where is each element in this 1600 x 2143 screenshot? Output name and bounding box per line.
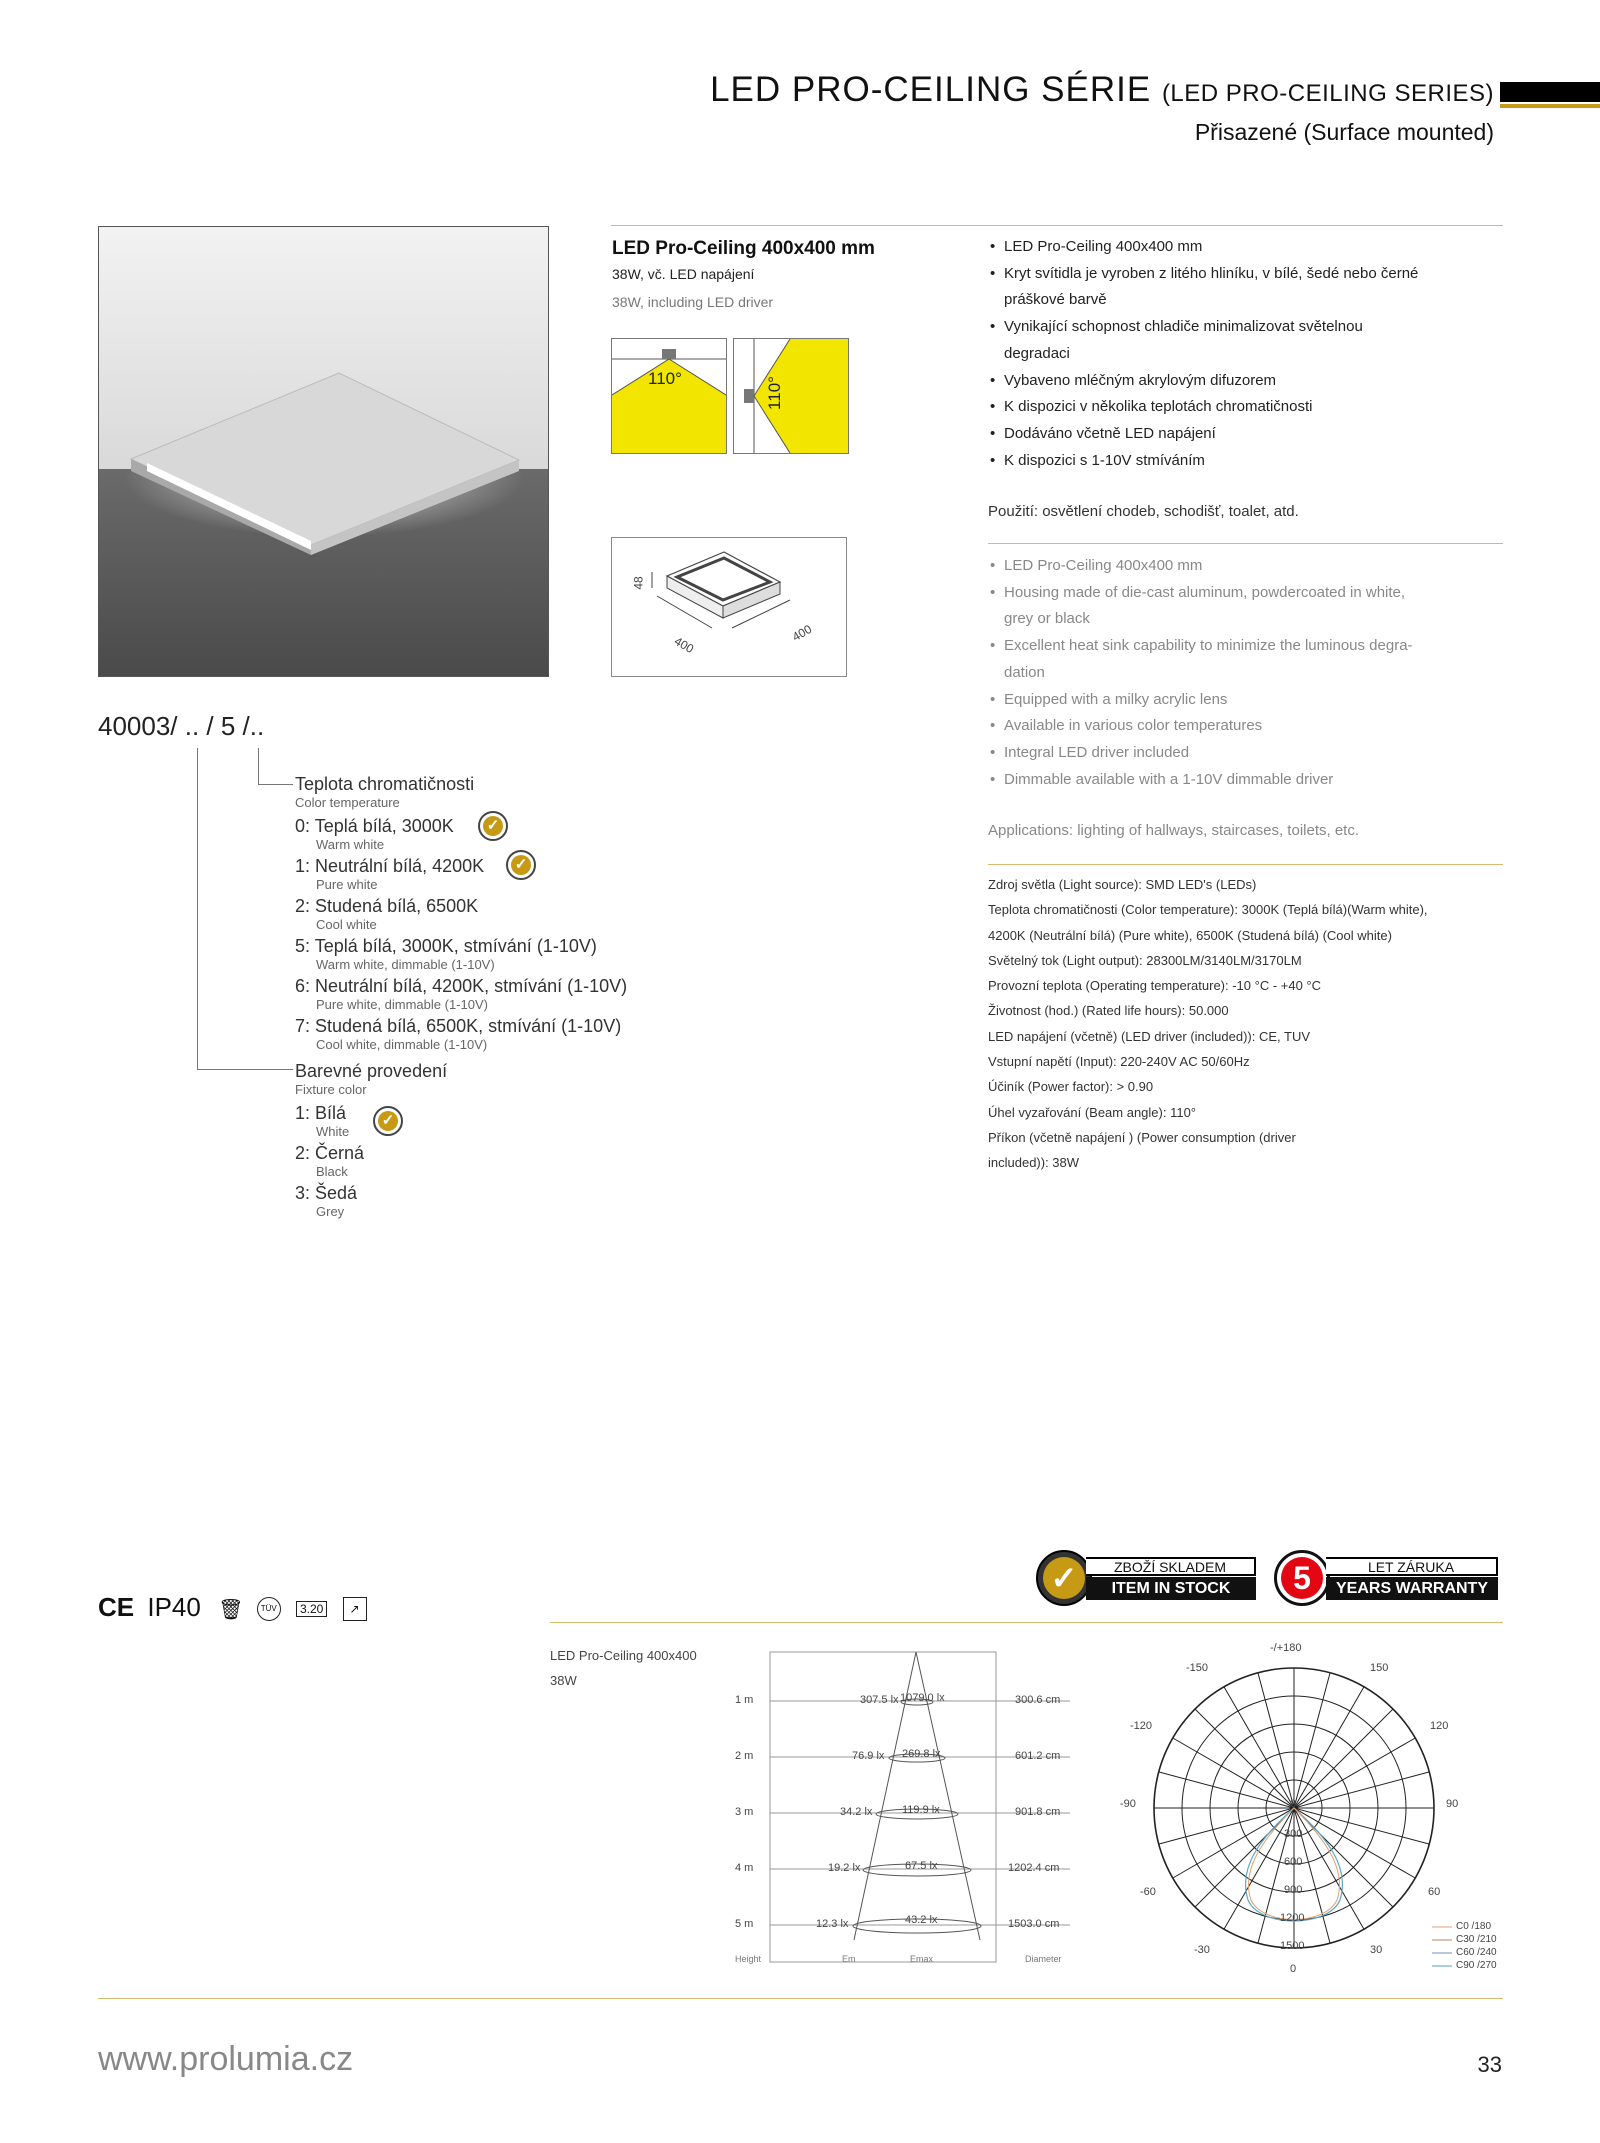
usage-en: Applications: lighting of hallways, staircases, toilets, etc. [988,822,1360,839]
stock-check-circle [1036,1550,1092,1606]
dim-height: 48 [631,576,646,590]
diameter-value: 1202.4 cm [1008,1862,1060,1874]
polar-angle: 30 [1370,1944,1383,1956]
diameter-value: 1503.0 cm [1008,1918,1060,1930]
rule-mid [988,543,1503,544]
legend-c90: C90 /270 [1456,1960,1497,1971]
footer-emax: Emax [910,1954,934,1964]
polar-radial: 1200 [1280,1912,1305,1924]
feature-en: • Excellent heat sink capability to minimize the luminous degra- [988,633,1488,660]
polar-angle: 150 [1370,1662,1389,1674]
polar-angle: 90 [1446,1798,1459,1810]
feature-en: • LED Pro-Ceiling 400x400 mm [988,553,1488,580]
feature-cz: • Dodáváno včetně LED napájení [988,421,1488,448]
tree-branch-color [197,1069,293,1070]
option-main: 2: Studená bílá, 6500K [295,896,479,916]
option-main: 5: Teplá bílá, 3000K, stmívání (1-10V) [295,936,597,956]
cert-icons [98,1592,367,1623]
option-sub: Grey [316,1204,345,1219]
emax-value: 43.2 lx [905,1914,938,1926]
spec-line: Životnost (hod.) (Rated life hours): 50.000 [988,1003,1229,1019]
em-value: 12.3 lx [816,1918,849,1930]
check-icon: ✓ [1043,1557,1085,1599]
color-temp-option [295,856,484,892]
option-main: 1: Bílá [295,1103,347,1123]
color-temp-option [295,976,627,1012]
usage-cz: Použití: osvětlení chodeb, schodišť, toalet, atd. [988,503,1299,520]
polar-angle: -/+180 [1270,1642,1302,1654]
ip-rating: IP40 [147,1592,201,1622]
height-label: 2 m [735,1750,754,1762]
feature-cz-cont: práškové barvě [1004,291,1107,309]
beam-label-front: 110° [648,369,682,388]
tuv-icon: TÜV [257,1597,281,1621]
feature-cz: • Kryt svítidla je vyroben z litého hliníku, v bílé, šedé nebo černé [988,261,1488,288]
warranty-top: LET ZÁRUKA [1326,1557,1498,1576]
page-title [710,70,1494,110]
title-main: LED PRO-CEILING SÉRIE [710,70,1152,109]
order-code: 40003/ .. / 5 /.. [98,711,265,741]
height-label: 1 m [735,1694,754,1706]
warranty-number: 5 [1281,1557,1323,1599]
polar-diagram [1120,1638,1510,1978]
option-sub: Cool white [316,917,377,932]
diameter-value: 300.6 cm [1015,1694,1061,1706]
stock-badge-bottom: ITEM IN STOCK [1086,1577,1256,1600]
color-temp-heading-en: Color temperature [295,795,400,810]
option-main: 0: Teplá bílá, 3000K [295,816,454,836]
height-label: 4 m [735,1862,754,1874]
em-value: 307.5 lx [860,1694,899,1706]
feature-en: • Housing made of die-cast aluminum, powdercoated in white, [988,580,1488,607]
polar-angle: -60 [1140,1886,1156,1898]
specs [988,872,1508,1176]
check-icon: ✓ [478,811,508,841]
title-en: (LED PRO-CEILING SERIES) [1161,80,1494,107]
polar-angle: 60 [1428,1886,1441,1898]
footer-height: Height [735,1954,762,1964]
spec-line: included)): 38W [988,1155,1080,1171]
legend-c30: C30 /210 [1456,1934,1497,1945]
height-label: 5 m [735,1918,754,1930]
features-cz [988,234,1488,474]
color-temp-option [295,816,454,852]
feature-cz-cont: degradaci [1004,344,1070,362]
stock-badge-top: ZBOŽÍ SKLADEM [1086,1557,1256,1576]
product-desc-en: 38W, including LED driver [612,294,774,310]
spec-line: Světelný tok (Light output): 28300LM/3140LM/3170LM [988,952,1302,968]
photometry-power: 38W [550,1673,577,1688]
polar-angle: -90 [1120,1798,1136,1810]
feature-en-cont: grey or black [1004,610,1090,628]
polar-angle: 120 [1430,1720,1449,1732]
option-sub: White [316,1124,350,1139]
warranty-bottom: YEARS WARRANTY [1326,1577,1498,1600]
spec-line: Vstupní napětí (Input): 220-240V AC 50/60Hz [988,1054,1250,1070]
em-value: 34.2 lx [840,1806,873,1818]
feature-cz: • Vybaveno mléčným akrylovým difuzorem [988,368,1488,395]
color-temp-heading: Teplota chromatičnosti [295,774,475,794]
dim-depth: 400 [789,621,815,645]
polar-angle: 0 [1290,1963,1297,1975]
option-sub: Cool white, dimmable (1-10V) [316,1037,488,1052]
option-sub: Warm white, dimmable (1-10V) [316,957,495,972]
color-temp-option [295,896,478,932]
option-main: 3: Šedá [295,1183,358,1203]
product-desc-cz: 38W, vč. LED napájení [612,266,755,282]
rating-icon: 3.20 [296,1601,327,1617]
tree-branch-temp [258,784,293,785]
spec-line: Příkon (včetně napájení ) (Power consumption (driver [988,1129,1296,1145]
beam-angle-diagram-side [733,338,849,454]
title-bar-gold [1500,104,1600,108]
emax-value: 1079.0 lx [900,1692,945,1704]
check-icon: ✓ [373,1106,403,1136]
option-sub: Warm white [316,837,385,852]
fixture-color-heading: Barevné provedení [295,1061,448,1081]
legend-c60: C60 /240 [1456,1947,1497,1958]
weee-icon: 🗑 [218,1599,244,1621]
footer-em: Em [842,1954,856,1964]
fixture-color-option [295,1143,364,1179]
fixture-color-option [295,1103,349,1139]
product-name: LED Pro-Ceiling 400x400 mm [612,238,875,259]
illuminance-diagram [730,1650,1070,1970]
spec-line: Zdroj světla (Light source): SMD LED's (LEDs) [988,877,1257,892]
rule-specs [988,864,1503,865]
tree-line-temp [258,748,259,785]
ce-mark: CE [98,1592,135,1622]
spec-line: LED napájení (včetně) (LED driver (included)): CE, TUV [988,1028,1310,1044]
footer-url[interactable]: www.prolumia.cz [98,2040,354,2078]
feature-en: • Equipped with a milky acrylic lens [988,687,1488,714]
dimension-drawing [611,537,847,677]
tree-line-color [197,748,198,1070]
photometry-label: LED Pro-Ceiling 400x400 [550,1648,697,1663]
title-bar-black [1500,82,1600,102]
impact-icon: ↗ [343,1597,367,1621]
polar-radial: 0 [1290,1798,1297,1810]
check-icon: ✓ [506,850,536,880]
polar-angle: -120 [1130,1720,1153,1732]
rule-photometry [550,1622,1503,1623]
spec-line: Teplota chromatičnosti (Color temperature): 3000K (Teplá bílá)(Warm white), [988,902,1428,918]
em-value: 76.9 lx [852,1750,885,1762]
emax-value: 269.8 lx [902,1748,941,1760]
polar-radial: 600 [1284,1856,1303,1868]
product-photo [98,226,549,677]
page-number: 33 [1477,2052,1502,2077]
rule-footer [98,1998,1503,1999]
option-main: 7: Studená bílá, 6500K, stmívání (1-10V) [295,1016,622,1036]
color-temp-option [295,936,597,972]
option-main: 2: Černá [295,1143,365,1163]
color-temp-option [295,1016,621,1052]
fixture-color-option [295,1183,357,1219]
diameter-value: 901.8 cm [1015,1806,1061,1818]
feature-en: • Available in various color temperatures [988,713,1488,740]
beam-angle-diagram-front [611,338,727,454]
footer-diameter: Diameter [1025,1954,1062,1964]
emax-value: 119.9 lx [902,1804,940,1816]
option-main: 6: Neutrální bílá, 4200K, stmívání (1-10V) [295,976,628,996]
polar-radial: 1500 [1280,1940,1305,1952]
polar-angle: -150 [1186,1662,1209,1674]
feature-cz: • LED Pro-Ceiling 400x400 mm [988,234,1488,261]
feature-en: • Dimmable available with a 1-10V dimmable driver [988,767,1488,794]
page-subtitle: Přisazené (Surface mounted) [1194,119,1494,145]
spec-line: Provozní teplota (Operating temperature): -10 °C - +40 °C [988,978,1322,994]
features-en [988,553,1488,793]
fixture-color-heading-en: Fixture color [295,1082,367,1097]
height-label: 3 m [735,1806,754,1818]
option-main: 1: Neutrální bílá, 4200K [295,856,485,876]
warranty-circle [1274,1550,1330,1606]
dim-width: 400 [671,633,697,657]
feature-en: • Integral LED driver included [988,740,1488,767]
option-sub: Pure white, dimmable (1-10V) [316,997,488,1012]
warranty-badge [1274,1550,1500,1608]
feature-cz: • Vynikající schopnost chladiče minimalizovat světelnou [988,314,1488,341]
option-sub: Pure white [316,877,378,892]
feature-cz: • K dispozici v několika teplotách chromatičnosti [988,394,1488,421]
rule-top [611,225,1503,226]
feature-cz: • K dispozici s 1-10V stmíváním [988,448,1488,475]
feature-en-cont: dation [1004,663,1045,681]
polar-radial: 300 [1284,1828,1303,1840]
option-sub: Black [316,1164,348,1179]
polar-angle: -30 [1194,1944,1210,1956]
legend-c0: C0 /180 [1456,1921,1492,1932]
stock-badge [1036,1550,1258,1608]
spec-line: Účiník (Power factor): > 0.90 [988,1079,1154,1095]
em-value: 19.2 lx [828,1862,861,1874]
diameter-value: 601.2 cm [1015,1750,1061,1762]
polar-radial: 900 [1284,1884,1303,1896]
spec-line: Úhel vyzařování (Beam angle): 110° [988,1104,1197,1120]
beam-label-side: 110° [764,376,784,410]
spec-line: 4200K (Neutrální bílá) (Pure white), 6500K (Studená bílá) (Cool white) [988,927,1392,943]
emax-value: 67.5 lx [905,1860,938,1872]
